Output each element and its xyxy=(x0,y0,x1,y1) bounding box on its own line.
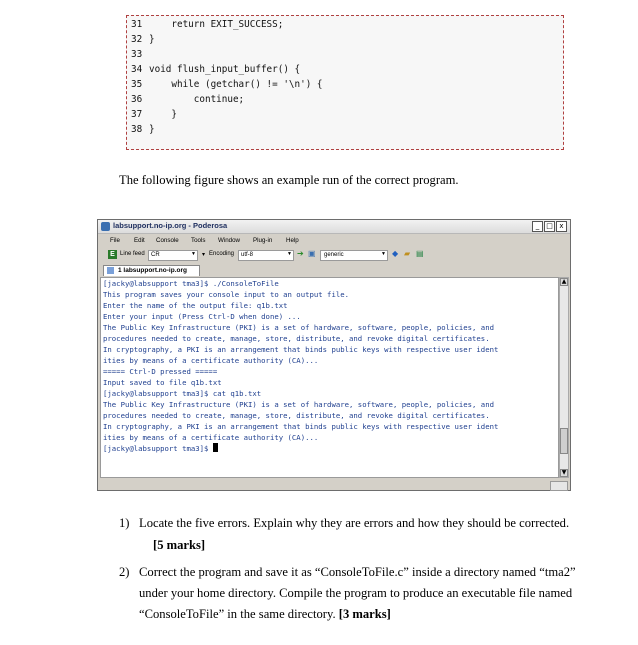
code-line: 38 } xyxy=(131,124,155,135)
terminal-line: Input saved to file q1b.txt xyxy=(103,378,222,387)
question-text: Correct the program and save it as “ConsoleToFile.c” inside a directory named “tma2” xyxy=(139,565,576,579)
terminal-line: In cryptography, a PKI is an arrangement that binds public keys with respective user ident xyxy=(103,345,499,354)
minimize-button[interactable]: _ xyxy=(532,221,543,232)
menu-plugin[interactable]: Plug-in xyxy=(253,237,273,244)
code-line: 31 return EXIT_SUCCESS; xyxy=(131,19,284,30)
terminal-type-select[interactable] xyxy=(320,250,388,261)
tab-session-label: 1 labsupport.no-ip.org xyxy=(118,267,187,274)
terminal-icon[interactable]: ▣ xyxy=(308,249,316,258)
line-feed-select[interactable] xyxy=(148,250,198,261)
terminal-line: [jacky@labsupport tma3]$ ./ConsoleToFile xyxy=(103,279,279,288)
terminal-line: The Public Key Infrastructure (PKI) is a set of hardware, software, people, policies, and xyxy=(103,400,494,409)
chevron-down-icon: ▼ xyxy=(381,251,386,257)
scroll-up-arrow-icon[interactable]: ▲ xyxy=(561,278,567,285)
tab-session[interactable] xyxy=(103,265,200,276)
question-number: 2) xyxy=(119,565,130,579)
encoding-value: utf-8 xyxy=(241,252,254,258)
terminal-line: ities by means of a certificate authority (CA)... xyxy=(103,433,319,442)
app-icon xyxy=(101,222,110,231)
line-feed-icon: E xyxy=(108,250,117,259)
menu-help[interactable]: Help xyxy=(286,237,299,244)
menu-console[interactable]: Console xyxy=(156,237,179,244)
terminal-line: In cryptography, a PKI is an arrangement that binds public keys with respective user ident xyxy=(103,422,499,431)
status-bar xyxy=(98,479,570,490)
vertical-scrollbar[interactable] xyxy=(559,277,569,478)
scroll-thumb[interactable] xyxy=(560,428,568,454)
menu-tools[interactable]: Tools xyxy=(191,237,206,244)
encoding-select[interactable] xyxy=(238,250,294,261)
terminal-line: ===== Ctrl-D pressed ===== xyxy=(103,367,218,376)
save-icon[interactable]: ▤ xyxy=(416,249,424,258)
encoding-icon: ▾ xyxy=(202,252,206,258)
scroll-down-arrow-icon[interactable]: ▼ xyxy=(561,469,567,476)
code-listing xyxy=(126,15,564,150)
question-2 xyxy=(119,563,599,633)
tab-strip xyxy=(98,263,570,276)
close-button[interactable]: x xyxy=(556,221,567,232)
menu-bar xyxy=(98,234,570,246)
encoding-label: Encoding xyxy=(209,251,235,257)
code-line: 37 } xyxy=(131,109,177,120)
terminal-line: Enter your input (Press Ctrl-D when done) ... xyxy=(103,312,301,321)
folder-icon[interactable]: ▰ xyxy=(404,249,411,258)
code-line: 34 void flush_input_buffer() { xyxy=(131,64,301,75)
terminal-line: ities by means of a certificate authority (CA)... xyxy=(103,356,319,365)
code-line: 33 xyxy=(131,49,143,60)
title-bar xyxy=(98,220,570,234)
terminal-line: Enter the name of the output file: q1b.txt xyxy=(103,301,288,310)
terminal-line: [jacky@labsupport tma3]$ cat q1b.txt xyxy=(103,389,262,398)
connect-icon[interactable]: ➔ xyxy=(297,249,304,258)
code-line: 32 } xyxy=(131,34,155,45)
chevron-down-icon: ▼ xyxy=(287,251,292,257)
chevron-down-icon: ▼ xyxy=(191,251,196,257)
code-line: 36 continue; xyxy=(131,94,245,105)
resize-grip-icon[interactable] xyxy=(550,481,568,491)
shield-icon[interactable]: ◆ xyxy=(392,249,399,258)
terminal-line: procedures needed to create, manage, store, distribute, and revoke digital certificates. xyxy=(103,334,490,343)
line-feed-label: Line feed xyxy=(120,251,145,257)
terminal-line: procedures needed to create, manage, store, distribute, and revoke digital certificates. xyxy=(103,411,490,420)
terminal-window xyxy=(97,219,571,491)
session-icon xyxy=(107,267,114,274)
question-text: under your home directory. Compile the program to produce an executable file named xyxy=(139,586,573,600)
code-line: 35 while (getchar() != '\n') { xyxy=(131,79,323,90)
intro-paragraph: The following figure shows an example run of the correct program. xyxy=(119,173,459,187)
terminal-line: The Public Key Infrastructure (PKI) is a set of hardware, software, people, policies, and xyxy=(103,323,494,332)
terminal-line: This program saves your console input to an output file. xyxy=(103,290,350,299)
menu-edit[interactable]: Edit xyxy=(134,237,145,244)
menu-file[interactable]: File xyxy=(110,237,120,244)
text-cursor xyxy=(213,443,218,452)
terminal-type-value: generic xyxy=(324,252,344,258)
question-number: 1) xyxy=(119,516,130,530)
question-marks: [3 marks] xyxy=(338,607,391,621)
window-title: labsupport.no-ip.org - Poderosa xyxy=(113,221,228,230)
terminal-output[interactable] xyxy=(100,277,559,478)
question-text: Locate the five errors. Explain why they are errors and how they should be corrected. xyxy=(139,516,570,530)
maximize-button[interactable]: □ xyxy=(544,221,555,232)
question-1 xyxy=(119,514,599,554)
question-text-last: “ConsoleToFile” in the same directory. [3 marks] xyxy=(139,607,391,621)
terminal-prompt-line xyxy=(103,443,218,454)
terminal-prompt: [jacky@labsupport tma3]$ xyxy=(103,444,213,453)
question-marks: [5 marks] xyxy=(153,538,206,552)
menu-window[interactable]: Window xyxy=(218,237,241,244)
line-feed-value: CR xyxy=(151,252,160,258)
toolbar xyxy=(98,247,570,262)
